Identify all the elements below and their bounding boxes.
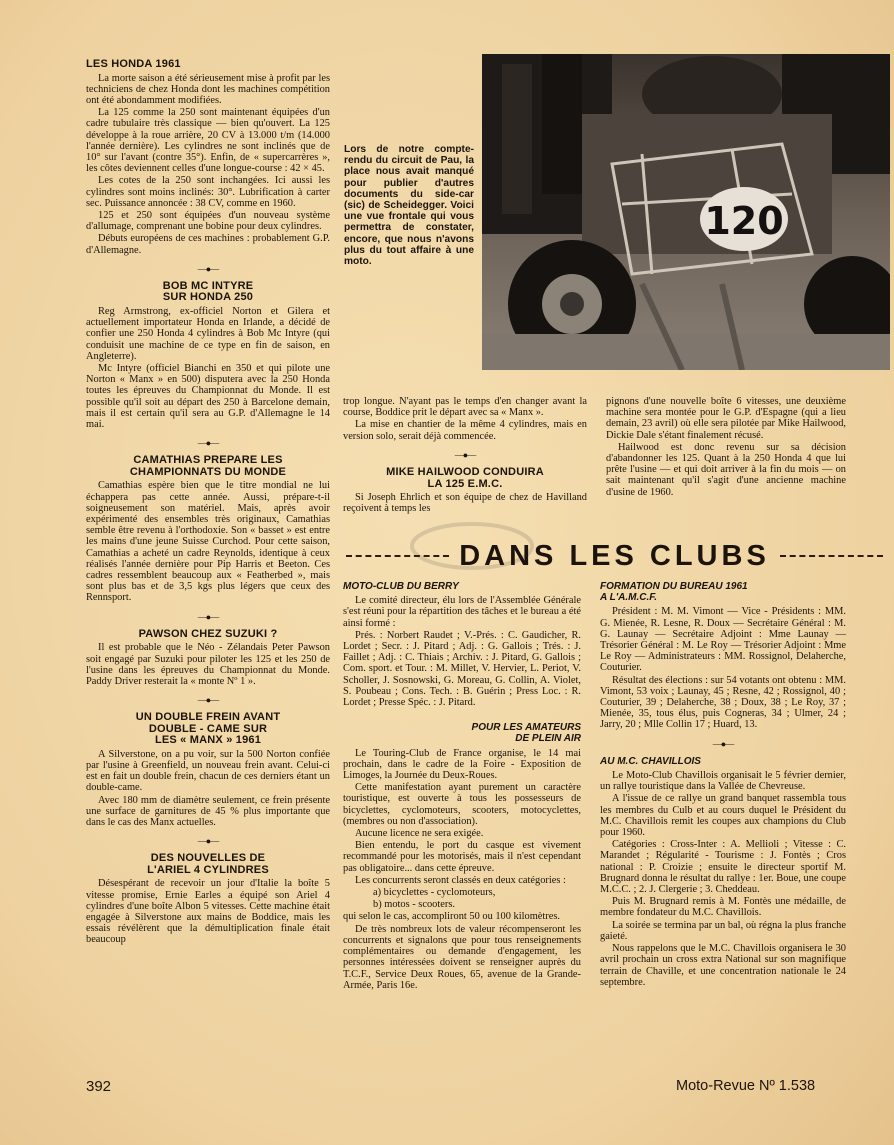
banner-rule	[780, 555, 883, 557]
bob-paragraph: Reg Armstrong, ex-officiel Norton et Gilera et actuellement importateur Honda en Irlande, a décidé de confier une 250 Honda 4 cylindres à Bob Mc Intyre (qui conduisit une machine de ce type en fin de saison, en Angleterre).	[86, 305, 330, 362]
sidecar-photo	[482, 54, 890, 370]
amateurs-paragraph: Bien entendu, le port du casque est vivement recommandé pour les motorisés, mais il n'est cependant pas obligatoire... dans cette épreuve.	[343, 840, 581, 874]
separator-icon: —●—	[197, 695, 219, 706]
chavillois-paragraph: La soirée se termina par un bal, où régna la plus franche gaieté.	[600, 919, 846, 942]
amateurs-paragraph: Le Touring-Club de France organise, le 14 mai prochain, dans le cadre de la Foire - Exposition de Limoges, la Journée du Deux-Roues.	[343, 747, 581, 782]
photo-caption: Lors de notre compte-rendu du circuit de Pau, la place nous avait manqué pour publier d'autres documents du side-car (sic) de Scheidegger. Voici une vue frontale qui vous permettra de constater, encore, que nous n'avons plus du tout affaire à une moto.	[344, 144, 474, 268]
amateurs-paragraph: qui selon le cas, accompliront 50 ou 100 kilomètres.	[343, 911, 561, 923]
separator-icon: —●—	[197, 836, 219, 847]
chavillois-paragraph: Puis M. Brugnard remis à M. Fontès une médaille, de membre fondateur du M.C. Chavillois.	[600, 896, 846, 919]
separator-icon: —●—	[454, 449, 476, 460]
amateurs-category: a) bicyclettes - cyclomoteurs,	[373, 887, 496, 899]
clubs-banner	[342, 538, 887, 574]
amateurs-paragraph: De très nombreux lots de valeur récompenseront les concurrents et signalons que pour tous renseignements complémentaires ou demande d'engagement, les personnes intéressées doivent se renseigner auprès du T.C.F., Service Deux Roues, 65, avenue de la Grande-Armée, Paris 16e.	[343, 923, 581, 991]
separator-icon: —●—	[197, 438, 219, 449]
separator-icon: —●—	[712, 738, 734, 749]
page-number: 392	[86, 1078, 112, 1095]
ariel-continuation: La mise en chantier de la même 4 cylindres, mais en version solo, serait déjà commencée.	[343, 419, 587, 442]
camathias-heading: CAMATHIAS PREPARE LES CHAMPIONNATS DU MONDE	[129, 454, 287, 478]
honda-paragraph: Débuts européens de ces machines : probablement G.P. d'Allemagne.	[86, 233, 330, 256]
honda-heading: LES HONDA 1961	[86, 58, 181, 70]
amateurs-paragraph: Cette manifestation ayant purement un caractère touristique, est ouverte à tous les possesseurs de bicyclettes, cyclomoteurs, scooters, motocyclettes, (membres ou non d'association).	[343, 782, 581, 827]
berry-paragraph: Le comité directeur, élu lors de l'Assemblée Générale s'est réuni pour la répartition des tâches et le bureau a été ainsi formé :	[343, 595, 581, 629]
pawson-heading: PAWSON CHEZ SUZUKI ?	[138, 627, 278, 640]
amateurs-heading: POUR LES AMATEURS DE PLEIN AIR	[471, 722, 581, 745]
clubs-right-column	[600, 577, 846, 989]
honda-paragraph: Les cotes de la 250 sont inchangées. Ici aussi les cylindres sont moins inclinés: 30°. Lubrification à carter sec. Puissance annoncée : 38 CV, comme en 1960.	[86, 175, 330, 209]
chavillois-paragraph: Catégories : Cross-Inter : A. Mellioli ; Vitesse : C. Marandet ; Régularité - Tourisme : J. Fontès ; Cros national : P. Croizie ; ensuite le directeur sportif M. Brugnard donna le résultat du rallye : 1er. Boue, une coupe M.C.C. ; 2. J. Clergerie ; 3. Cheddeau.	[600, 839, 846, 896]
amcf-paragraph: Résultat des élections : sur 54 votants ont obtenu : MM. Vimont, 53 voix ; Launay, 45 ; Resne, 42 ; Rossignol, 40 ; Couturier, 39 ; Delaherche, 38 ; Doux, 38 ; Le Roy, 37 ; Mienée, 35, tous élus, puis Cogneras, 34 ; Ulmer, 24 ; Jarry, 20 ; Mlle Collin 17 ; Huard, 13.	[600, 674, 846, 731]
camathias-paragraph: Camathias espère bien que le titre mondial ne lui échappera pas cette année. Aussi, prépare-t-il soigneusement son matériel. Mais, après avoir expérimenté des ensembles très originaux, Camathias semble être revenu à l'orthodoxie. Son « basset » est entre les mains d'une jeune Suisse Curchod. Pour cette saison, Camathias a acheté un cadre Reynolds, identique à ceux réalisés l'année dernière pour Pip Harris et Beeton. Ces cadres ressemblent beaucoup aux « Featherbed », mais sont plus bas et de 3,5 kgs plus légers que ceux des Rennsport.	[86, 480, 330, 604]
clubs-title: DANS LES CLUBS	[459, 539, 770, 572]
race-number: 120	[704, 199, 784, 243]
pawson-paragraph: Il est probable que le Néo - Zélandais Peter Pawson soit engagé par Suzuki pour piloter les 125 et les 250 de l'usine dans les épreuves du Championnat du Monde. Paddy Driver resterait la « monte Nº 1 ».	[86, 642, 330, 687]
separator-icon: —●—	[197, 263, 219, 274]
frein-heading: UN DOUBLE FREIN AVANT DOUBLE - CAME SUR LES « MANX » 1961	[135, 711, 281, 747]
honda-paragraph: La 125 comme la 250 sont maintenant équipées d'un cadre tubulaire très classique — bien qu'ouvert. La 125 développe à la roue arrière, 20 CV à 13.000 t/m (14.000 l'année dernière). Les cylindres ne sont inclinés que de 10° sur l'avant (contre 35°). Enfin, de « supercarrères », les côtes deviennent celles d'une longue-course : 42 × 45.	[86, 107, 330, 175]
hailwood-heading: MIKE HAILWOOD CONDUIRA LA 125 E.M.C.	[386, 466, 544, 490]
hailwood-paragraph: Si Joseph Ehrlich et son équipe de chez de Havilland reçoivent à temps les	[343, 492, 587, 515]
sidecar-photo-illustration	[482, 54, 890, 370]
chavillois-heading: AU M.C. CHAVILLOIS	[600, 755, 701, 767]
left-column	[86, 56, 330, 947]
bob-paragraph: Mc Intyre (officiel Bianchi en 350 et qui pilote une Norton « Manx » en 500) disputera avec la 250 Honda toutes les épreuves du Championnat du Monde. Il est possible qu'il soit au départ des 250 à Barcelone demain, mais il est certain qu'il sera au G.P. d'Allemagne le 14 mai.	[86, 362, 330, 430]
chavillois-paragraph: Le Moto-Club Chavillois organisait le 5 février dernier, un rallye touristique dans la Vallée de Chevreuse.	[600, 770, 846, 793]
bob-heading: BOB MC INTYRE SUR HONDA 250	[162, 279, 254, 304]
magazine-issue: Moto-Revue Nº 1.538	[676, 1078, 816, 1094]
middle-column-top	[343, 396, 587, 515]
hailwood-continuation: pignons d'une nouvelle boîte 6 vitesses, une deuxième machine sera montée pour le G.P. d'Espagne (qui a lieu demain, 23 avril) où elle sera pilotée par Mike Hailwood, Dickie Dale s'étant finalement récusé.	[606, 396, 846, 441]
ariel-paragraph: Désespérant de recevoir un jour d'Italie la boîte 5 vitesse promise, Ernie Earles a équipé son Ariel 4 cylindres d'une boîte Albon 5 vitesses. Cette machine était engagée à Silverstone aux mains de Boddice, mais les essais révélèrent que la démultiplication finale était beaucoup	[86, 878, 330, 946]
separator-icon: —●—	[197, 611, 219, 622]
amcf-committee: Président : M. M. Vimont — Vice - Présidents : MM. G. Mienée, R. Lesne, R. Doux — Secrétaire Général : M. G. Launay — Secrétaire Adjoint : Mme Launay — Trésorier Général : M. Le Roy — Trésorier Adjoint : Mme Le Roy — Administrateurs : MM. Rossignol, Delaherche, Couturier.	[600, 606, 846, 674]
frein-paragraph: Avec 180 mm de diamètre seulement, ce frein présente une surface de garnitures de 45 % plus importante que dans le cas des Manx actuelles.	[86, 794, 330, 829]
honda-paragraph: La morte saison a été sérieusement mise à profit par les techniciens de chez Honda dont les machines compétition ont été abondamment modifiées.	[86, 72, 330, 106]
clubs-left-column	[343, 577, 581, 992]
amateurs-paragraph: Aucune licence ne sera exigée.	[355, 828, 484, 840]
chavillois-paragraph: Nous rappelons que le M.C. Chavillois organisera le 30 avril prochain un cross extra National sur son magnifique terrain de Chaville, et une concentration nationale le 24 septembre.	[600, 943, 846, 988]
chavillois-paragraph: A l'issue de ce rallye un grand banquet rassembla tous les membres du Culb et au cours duquel le Président du M.C. Chavillois remit les coupes aux champions du Club pour 1960.	[600, 793, 846, 839]
right-column-top	[606, 396, 846, 499]
amateurs-paragraph: Les concurrents seront classés en deux catégories :	[355, 874, 566, 886]
berry-committee: Prés. : Norbert Raudet ; V.-Prés. : C. Gaudicher, R. Lordet ; Secr. : J. Pitard ; Adj. : G. Gallois ; Trés. : J. Faillet ; Adj. : C. Thiais ; Archiv. : J. Pitard, G. Gallois ; Com. sport. et Tour. : M. Millet, V. Hervier, L. Periot, V. Scholler, J. Sosnowski, G. Moreau, G. Collin, A. Violet, S. Poubeau ; Cons. Tech. : B. Guérin ; Press Loc. : R. Lordet ; Presse Spéc. : J. Pitard.	[343, 629, 581, 709]
berry-heading: MOTO-CLUB DU BERRY	[343, 581, 459, 592]
amateurs-category: b) motos - scooters.	[373, 899, 455, 911]
amcf-heading: FORMATION DU BUREAU 1961 A L'A.M.C.F.	[600, 581, 748, 604]
banner-rule	[346, 555, 449, 557]
frein-paragraph: A Silverstone, on a pu voir, sur la 500 Norton confiée par l'usine à Greenfield, un nouveau frein avant. Celui-ci est en fait un double frein, chacun de ces derniers étant un double-came.	[86, 748, 330, 794]
hailwood-continuation: Hailwood est donc revenu sur sa décision d'abandonner les 125. Quant à la 250 Honda 4 que lui prête l'usine — et qui doit arriver à la fin du mois — on sait maintenant qu'il s'agit d'une ancienne machine d'usine de 1960.	[606, 441, 846, 498]
ariel-heading: DES NOUVELLES DE L'ARIEL 4 CYLINDRES	[147, 852, 269, 876]
honda-paragraph: 125 et 250 sont équipées d'un nouveau système d'allumage, comprenant une bobine pour deux cylindres.	[86, 209, 330, 233]
ariel-continuation: trop longue. N'ayant pas le temps d'en changer avant la course, Boddice prit le départ avec sa « Manx ».	[343, 396, 587, 419]
